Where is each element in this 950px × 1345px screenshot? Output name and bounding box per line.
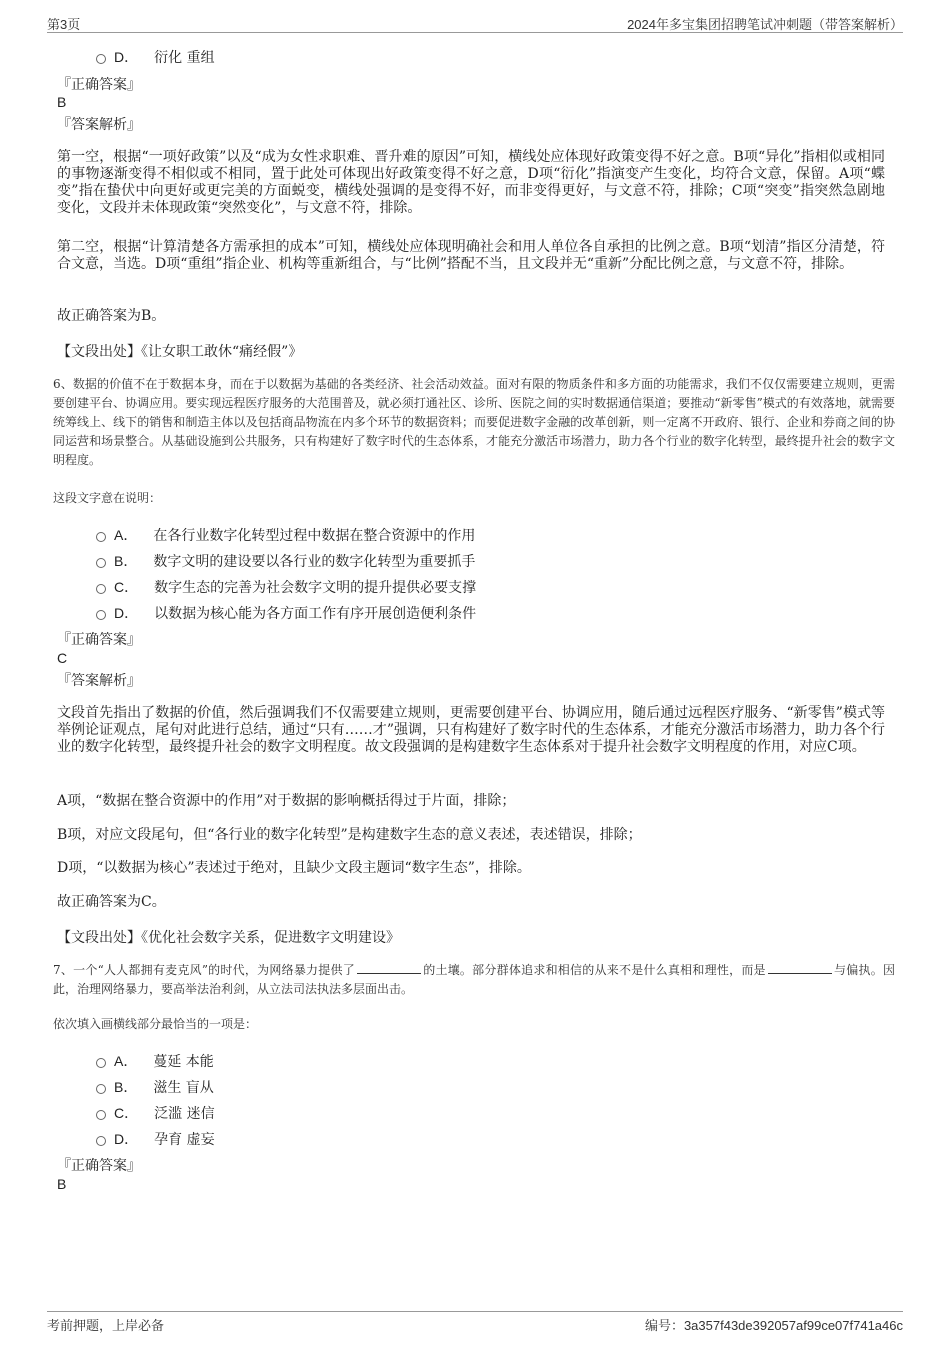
answer-value: B bbox=[57, 1176, 67, 1192]
radio-icon[interactable] bbox=[96, 1084, 106, 1094]
option-b[interactable]: B． 滋生 盲从 bbox=[96, 1077, 214, 1097]
analysis-paragraph: 第一空，根据“一项好政策”以及“成为女性求职难、晋升难的原因”可知，横线处应体现好政策变得不好之意。B项“异化”指相似或相同的事物逐渐变得不相似或不相同，置于此处可体现出好政策变得不好之意，D项“衍化”指演变产生变化，均符合文意，保留。A项“蝶变”指在蛰伏中向更好或更完美的方面蜕变，横线处强调的是变得不好，而非变得更好，与文意不符，排除；C项“突变”指突然急剧地变化，文段并未体现政策“突然变化”，与文意不符，排除。 bbox=[57, 149, 885, 216]
option-b[interactable]: B． 数字文明的建设要以各行业的数字化转型为重要抓手 bbox=[96, 551, 475, 571]
radio-icon[interactable] bbox=[96, 54, 106, 64]
radio-icon[interactable] bbox=[96, 532, 106, 542]
source-citation: 【文段出处】《让女职工敢休“痛经假”》 bbox=[57, 344, 303, 360]
page-header bbox=[47, 12, 903, 33]
radio-icon[interactable] bbox=[96, 610, 106, 620]
analysis-conclusion: 故正确答案为C。 bbox=[57, 894, 166, 910]
option-d[interactable]: D． 以数据为核心能为各方面工作有序开展创造便利条件 bbox=[96, 603, 476, 623]
source-citation: 【文段出处】《优化社会数字关系，促进数字文明建设》 bbox=[57, 930, 400, 946]
analysis-label: 『答案解析』 bbox=[57, 117, 141, 133]
analysis-paragraph: 第二空，根据“计算清楚各方需承担的成本”可知，横线处应体现明确社会和用人单位各自承担的比例之意。B项“划清”指区分清楚，符合文意，当选。D项“重组”指企业、机构等重新组合，与“比例”搭配不当，且文段并无“重新”分配比例之意，与文意不符，排除。 bbox=[57, 239, 885, 272]
radio-icon[interactable] bbox=[96, 1058, 106, 1068]
radio-icon[interactable] bbox=[96, 1110, 106, 1120]
option-c[interactable]: C． 泛滥 迷信 bbox=[96, 1103, 215, 1123]
page-footer bbox=[47, 1311, 903, 1334]
radio-icon[interactable] bbox=[96, 584, 106, 594]
document-code: 编号：3a357f43de392057af99ce07f741a46c bbox=[644, 1318, 903, 1333]
radio-icon[interactable] bbox=[96, 558, 106, 568]
answer-value: B bbox=[57, 94, 67, 110]
radio-icon[interactable] bbox=[96, 1136, 106, 1146]
answer-label: 『正确答案』 bbox=[57, 1158, 141, 1174]
analysis-paragraph: B项，对应文段尾句，但“各行业的数字化转型”是构建数字生态的意义表述，表述错误，排除； bbox=[57, 827, 642, 843]
document-title: 2024年多宝集团招聘笔试冲刺题（带答案解析） bbox=[627, 17, 903, 32]
option-c[interactable]: C． 数字生态的完善为社会数字文明的提升提供必要支撑 bbox=[96, 577, 476, 597]
footer-slogan: 考前押题，上岸必备 bbox=[47, 1318, 165, 1333]
answer-label: 『正确答案』 bbox=[57, 632, 141, 648]
prev-option-d[interactable]: D． 衍化 重组 bbox=[96, 47, 215, 67]
option-a[interactable]: A． 在各行业数字化转型过程中数据在整合资源中的作用 bbox=[96, 525, 475, 545]
question-stem: 7、一个“人人都拥有麦克风”的时代，为网络暴力提供了 的土壤。部分群体追求和相信的从来不是什么真相和理性，而是 与偏执。因此，治理网络暴力，要高举法治利剑，从立法司法执法多层面出击。 bbox=[53, 963, 895, 996]
fill-blank bbox=[357, 961, 421, 974]
analysis-paragraph: D项，“以数据为核心”表述过于绝对，且缺少文段主题词“数字生态”，排除。 bbox=[57, 860, 531, 876]
analysis-paragraph: 文段首先指出了数据的价值，然后强调我们不仅需要建立规则，更需要创建平台、协调应用，随后通过远程医疗服务、“新零售”模式等举例论证观点，尾句对此进行总结，通过“只有……才”强调，只有构建好了数字时代的生态体系，才能充分激活市场潜力，助力各个行业的数字化转型，最终提升社会的数字文明程度。故文段强调的是构建数字生态体系对于提升社会数字文明程度的作用，对应C项。 bbox=[57, 705, 885, 755]
analysis-paragraph: A项，“数据在整合资源中的作用”对于数据的影响概括得过于片面，排除； bbox=[57, 793, 516, 809]
option-d[interactable]: D． 孕育 虚妄 bbox=[96, 1129, 215, 1149]
answer-value: C bbox=[57, 650, 68, 666]
analysis-label: 『答案解析』 bbox=[57, 673, 141, 689]
question-prompt: 这段文字意在说明： bbox=[53, 491, 162, 505]
fill-blank bbox=[768, 961, 832, 974]
analysis-conclusion: 故正确答案为B。 bbox=[57, 308, 166, 324]
answer-label: 『正确答案』 bbox=[57, 77, 141, 93]
question-stem: 6、数据的价值不在于数据本身，而在于以数据为基础的各类经济、社会活动效益。面对有限的物质条件和多方面的功能需求，我们不仅仅需要建立规则，更需要创建平台、协调应用。要实现远程医疗服务的大范围普及，就必须打通社区、诊所、医院之间的实时数据通信渠道；要推动“新零售”模式的有效落地，就需要统筹线上、线下的销售和制造主体以及包括商品物流在内多个环节的数据资料；而要促进数字金融的改革创新，则一定离不开政府、银行、企业和券商之间的协同运营和场景整合。从基础设施到公共服务，只有构建好了数字时代的生态体系，才能充分激活市场潜力，助力各个行业的数字化转型，最终提升社会的数字文明程度。 bbox=[53, 377, 895, 467]
option-a[interactable]: A． 蔓延 本能 bbox=[96, 1051, 214, 1071]
question-prompt: 依次填入画横线部分最恰当的一项是： bbox=[53, 1017, 258, 1031]
page-number: 第3页 bbox=[47, 17, 81, 32]
